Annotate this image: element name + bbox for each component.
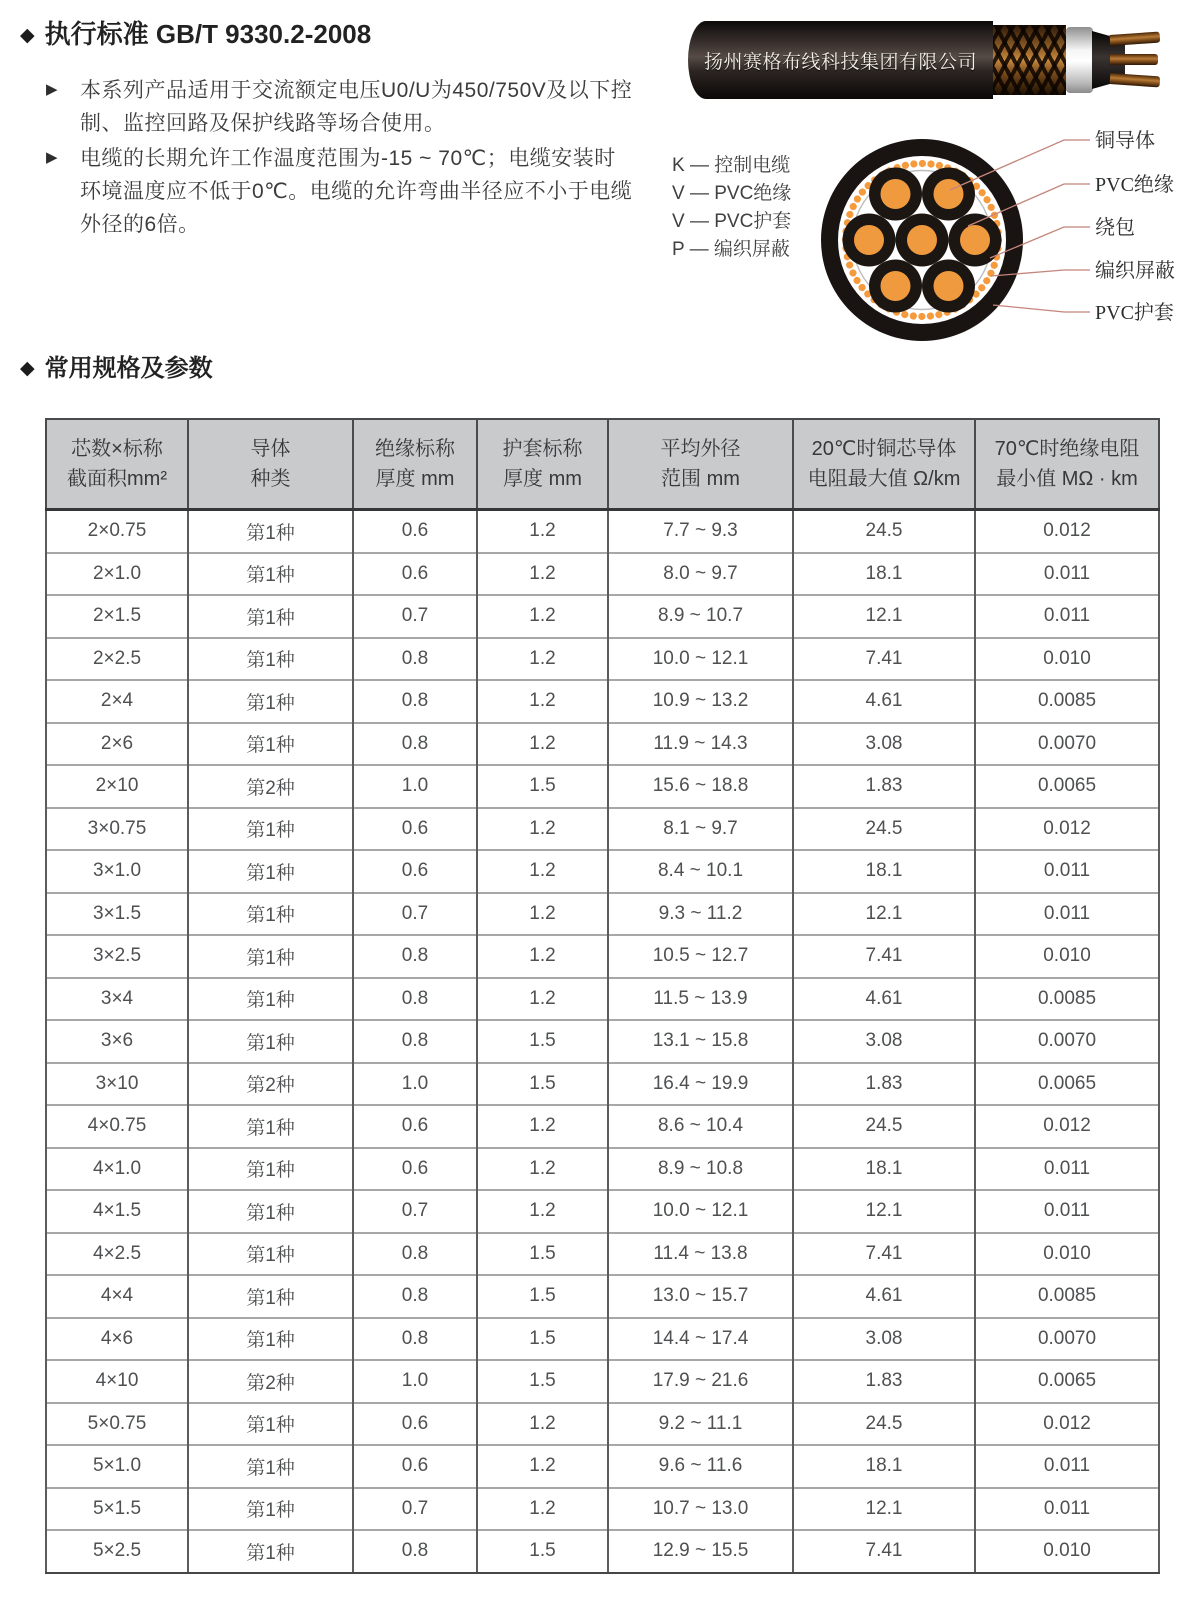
cell-sheath-thickness: 1.2 bbox=[477, 680, 608, 723]
cell-od-range: 9.3 ~ 11.2 bbox=[608, 893, 793, 936]
cell-max-conductor-resistance: 24.5 bbox=[793, 1105, 975, 1148]
cell-conductor-class: 第1种 bbox=[188, 1148, 353, 1191]
cell-max-conductor-resistance: 4.61 bbox=[793, 680, 975, 723]
cell-conductor-class: 第1种 bbox=[188, 1445, 353, 1488]
cell-sheath-thickness: 1.5 bbox=[477, 1233, 608, 1276]
cell-conductor-class: 第2种 bbox=[188, 1360, 353, 1403]
cell-max-conductor-resistance: 3.08 bbox=[793, 1318, 975, 1361]
table-row bbox=[46, 765, 1159, 808]
cell-sheath-thickness: 1.2 bbox=[477, 978, 608, 1021]
legend-item-k: K — 控制电缆 bbox=[672, 155, 791, 176]
cell-max-conductor-resistance: 3.08 bbox=[793, 1020, 975, 1063]
cell-conductor-class: 第1种 bbox=[188, 1190, 353, 1233]
cell-max-conductor-resistance: 4.61 bbox=[793, 1275, 975, 1318]
cell-conductor-class: 第1种 bbox=[188, 638, 353, 681]
cell-conductor-class: 第1种 bbox=[188, 1105, 353, 1148]
table-row bbox=[46, 510, 1159, 553]
cell-od-range: 10.9 ~ 13.2 bbox=[608, 680, 793, 723]
cell-core-spec: 4×10 bbox=[46, 1360, 188, 1403]
cell-sheath-thickness: 1.2 bbox=[477, 1148, 608, 1191]
cell-max-conductor-resistance: 18.1 bbox=[793, 1445, 975, 1488]
cell-od-range: 13.1 ~ 15.8 bbox=[608, 1020, 793, 1063]
cell-core-spec: 5×1.0 bbox=[46, 1445, 188, 1488]
table-row bbox=[46, 850, 1159, 893]
table-row bbox=[46, 723, 1159, 766]
cell-max-conductor-resistance: 18.1 bbox=[793, 850, 975, 893]
cell-max-conductor-resistance: 1.83 bbox=[793, 1360, 975, 1403]
cell-sheath-thickness: 1.2 bbox=[477, 935, 608, 978]
specs-section-title-row bbox=[20, 348, 213, 383]
table-row bbox=[46, 638, 1159, 681]
cell-core-spec: 3×10 bbox=[46, 1063, 188, 1106]
cell-conductor-class: 第2种 bbox=[188, 765, 353, 808]
col-header-conductor-class: 导体 种类 bbox=[188, 419, 353, 510]
standard-title-row bbox=[20, 14, 371, 51]
cable-outer-jacket bbox=[688, 21, 993, 99]
cell-conductor-class: 第1种 bbox=[188, 1488, 353, 1531]
cell-sheath-thickness: 1.2 bbox=[477, 1488, 608, 1531]
cell-insulation-thickness: 0.8 bbox=[353, 680, 477, 723]
cell-od-range: 11.4 ~ 13.8 bbox=[608, 1233, 793, 1276]
cell-od-range: 8.1 ~ 9.7 bbox=[608, 808, 793, 851]
cell-sheath-thickness: 1.5 bbox=[477, 1318, 608, 1361]
cell-max-conductor-resistance: 3.08 bbox=[793, 723, 975, 766]
cell-min-insulation-resistance: 0.011 bbox=[975, 553, 1159, 596]
label-pvc-insulation: PVC绝缘 bbox=[1095, 174, 1174, 196]
cell-insulation-thickness: 1.0 bbox=[353, 1360, 477, 1403]
cell-conductor-class: 第1种 bbox=[188, 1020, 353, 1063]
table-row bbox=[46, 1318, 1159, 1361]
cell-core-spec: 3×0.75 bbox=[46, 808, 188, 851]
cell-conductor-class: 第1种 bbox=[188, 1403, 353, 1446]
cell-od-range: 14.4 ~ 17.4 bbox=[608, 1318, 793, 1361]
cell-core-spec: 2×10 bbox=[46, 765, 188, 808]
legend-item-v1: V — PVC绝缘 bbox=[672, 183, 792, 204]
cell-min-insulation-resistance: 0.012 bbox=[975, 510, 1159, 553]
cell-conductor-class: 第1种 bbox=[188, 723, 353, 766]
conductor-copper bbox=[960, 225, 990, 255]
specs-table-body bbox=[46, 510, 1159, 1573]
diamond-bullet-icon: ◆ bbox=[20, 25, 35, 46]
label-wrap: 绕包 bbox=[1095, 217, 1135, 239]
diamond-bullet-icon: ◆ bbox=[20, 358, 35, 379]
cell-insulation-thickness: 0.6 bbox=[353, 1105, 477, 1148]
cell-sheath-thickness: 1.2 bbox=[477, 1403, 608, 1446]
cell-min-insulation-resistance: 0.0070 bbox=[975, 1020, 1159, 1063]
cell-conductor-class: 第1种 bbox=[188, 1318, 353, 1361]
cell-insulation-thickness: 0.6 bbox=[353, 850, 477, 893]
table-row bbox=[46, 1190, 1159, 1233]
cell-sheath-thickness: 1.5 bbox=[477, 1020, 608, 1063]
cell-insulation-thickness: 0.8 bbox=[353, 723, 477, 766]
col-header-max-conductor-resistance: 20℃时铜芯导体 电阻最大值 Ω/km bbox=[793, 419, 975, 510]
cell-conductor-class: 第1种 bbox=[188, 935, 353, 978]
cell-core-spec: 4×0.75 bbox=[46, 1105, 188, 1148]
cell-min-insulation-resistance: 0.011 bbox=[975, 1148, 1159, 1191]
cell-core-spec: 2×1.5 bbox=[46, 595, 188, 638]
cell-sheath-thickness: 1.5 bbox=[477, 1360, 608, 1403]
cell-min-insulation-resistance: 0.0065 bbox=[975, 765, 1159, 808]
cell-insulation-thickness: 0.8 bbox=[353, 638, 477, 681]
specs-table-header bbox=[46, 419, 1159, 510]
cell-insulation-thickness: 0.6 bbox=[353, 1403, 477, 1446]
cell-sheath-thickness: 1.2 bbox=[477, 1105, 608, 1148]
cell-core-spec: 2×0.75 bbox=[46, 510, 188, 553]
col-header-min-insulation-resistance: 70℃时绝缘电阻 最小值 MΩ · km bbox=[975, 419, 1159, 510]
cell-min-insulation-resistance: 0.0070 bbox=[975, 723, 1159, 766]
table-row bbox=[46, 1403, 1159, 1446]
cell-od-range: 8.9 ~ 10.8 bbox=[608, 1148, 793, 1191]
cell-max-conductor-resistance: 7.41 bbox=[793, 1233, 975, 1276]
cell-sheath-thickness: 1.2 bbox=[477, 893, 608, 936]
cell-od-range: 11.9 ~ 14.3 bbox=[608, 723, 793, 766]
cell-min-insulation-resistance: 0.012 bbox=[975, 808, 1159, 851]
col-header-sheath-thickness: 护套标称 厚度 mm bbox=[477, 419, 608, 510]
cell-max-conductor-resistance: 12.1 bbox=[793, 893, 975, 936]
cell-od-range: 17.9 ~ 21.6 bbox=[608, 1360, 793, 1403]
cell-od-range: 10.0 ~ 12.1 bbox=[608, 1190, 793, 1233]
legend-item-p: P — 编织屏蔽 bbox=[672, 239, 790, 260]
standard-title: 执行标准 GB/T 9330.2-2008 bbox=[44, 19, 372, 49]
cell-core-spec: 3×4 bbox=[46, 978, 188, 1021]
cell-conductor-class: 第1种 bbox=[188, 1530, 353, 1573]
table-row bbox=[46, 1275, 1159, 1318]
conductor-copper bbox=[934, 179, 964, 209]
cell-od-range: 7.7 ~ 9.3 bbox=[608, 510, 793, 553]
table-row bbox=[46, 595, 1159, 638]
cell-insulation-thickness: 0.8 bbox=[353, 1020, 477, 1063]
conductor-copper bbox=[881, 179, 911, 209]
cell-insulation-thickness: 0.7 bbox=[353, 1190, 477, 1233]
cell-sheath-thickness: 1.2 bbox=[477, 723, 608, 766]
cell-min-insulation-resistance: 0.010 bbox=[975, 638, 1159, 681]
cell-conductor-class: 第1种 bbox=[188, 1233, 353, 1276]
cell-core-spec: 3×6 bbox=[46, 1020, 188, 1063]
cell-min-insulation-resistance: 0.011 bbox=[975, 850, 1159, 893]
table-row bbox=[46, 680, 1159, 723]
cell-min-insulation-resistance: 0.0065 bbox=[975, 1063, 1159, 1106]
copper-conductor-rod bbox=[1110, 54, 1158, 65]
cell-conductor-class: 第1种 bbox=[188, 553, 353, 596]
cell-sheath-thickness: 1.2 bbox=[477, 808, 608, 851]
intro-bullet-text-1: 本系列产品适用于交流额定电压U0/U为450/750V及以下控制、监控回路及保护线路等场合使用。 bbox=[80, 79, 633, 135]
table-row bbox=[46, 1530, 1159, 1573]
cell-insulation-thickness: 0.8 bbox=[353, 1233, 477, 1276]
specs-table bbox=[45, 418, 1160, 1574]
cell-core-spec: 4×2.5 bbox=[46, 1233, 188, 1276]
table-row bbox=[46, 893, 1159, 936]
cell-sheath-thickness: 1.2 bbox=[477, 850, 608, 893]
col-header-od-range: 平均外径 范围 mm bbox=[608, 419, 793, 510]
col-header-insulation-thickness: 绝缘标称 厚度 mm bbox=[353, 419, 477, 510]
table-row bbox=[46, 978, 1159, 1021]
cell-insulation-thickness: 0.8 bbox=[353, 1275, 477, 1318]
cell-od-range: 9.2 ~ 11.1 bbox=[608, 1403, 793, 1446]
cell-insulation-thickness: 0.8 bbox=[353, 1530, 477, 1573]
cell-insulation-thickness: 0.7 bbox=[353, 1488, 477, 1531]
table-row bbox=[46, 1233, 1159, 1276]
cell-sheath-thickness: 1.5 bbox=[477, 1063, 608, 1106]
cell-max-conductor-resistance: 12.1 bbox=[793, 1488, 975, 1531]
cell-min-insulation-resistance: 0.010 bbox=[975, 1530, 1159, 1573]
cell-core-spec: 4×1.5 bbox=[46, 1190, 188, 1233]
cell-core-spec: 3×1.0 bbox=[46, 850, 188, 893]
cell-conductor-class: 第1种 bbox=[188, 510, 353, 553]
cell-insulation-thickness: 1.0 bbox=[353, 765, 477, 808]
cell-sheath-thickness: 1.2 bbox=[477, 1445, 608, 1488]
cell-insulation-thickness: 0.8 bbox=[353, 1318, 477, 1361]
cable-brand-text: 扬州赛格布线科技集团有限公司 bbox=[703, 51, 977, 73]
table-row bbox=[46, 1445, 1159, 1488]
cell-sheath-thickness: 1.2 bbox=[477, 553, 608, 596]
cell-min-insulation-resistance: 0.010 bbox=[975, 935, 1159, 978]
copper-conductor-rod bbox=[1110, 32, 1161, 46]
cell-od-range: 16.4 ~ 19.9 bbox=[608, 1063, 793, 1106]
cell-max-conductor-resistance: 12.1 bbox=[793, 595, 975, 638]
triangle-bullet-icon: ▶ bbox=[46, 149, 58, 166]
cell-od-range: 10.0 ~ 12.1 bbox=[608, 638, 793, 681]
table-row bbox=[46, 935, 1159, 978]
cell-insulation-thickness: 0.7 bbox=[353, 595, 477, 638]
cell-conductor-class: 第1种 bbox=[188, 978, 353, 1021]
cell-max-conductor-resistance: 12.1 bbox=[793, 1190, 975, 1233]
table-row bbox=[46, 1063, 1159, 1106]
intro-section bbox=[46, 74, 634, 243]
specs-section-title: 常用规格及参数 bbox=[44, 355, 213, 382]
cell-insulation-thickness: 0.6 bbox=[353, 1148, 477, 1191]
cell-max-conductor-resistance: 24.5 bbox=[793, 1403, 975, 1446]
table-row bbox=[46, 1105, 1159, 1148]
cell-max-conductor-resistance: 1.83 bbox=[793, 765, 975, 808]
cell-conductor-class: 第1种 bbox=[188, 893, 353, 936]
cell-core-spec: 3×2.5 bbox=[46, 935, 188, 978]
conductor-copper bbox=[907, 225, 937, 255]
cell-min-insulation-resistance: 0.012 bbox=[975, 1105, 1159, 1148]
cell-insulation-thickness: 0.6 bbox=[353, 510, 477, 553]
cell-insulation-thickness: 0.6 bbox=[353, 808, 477, 851]
cell-od-range: 8.6 ~ 10.4 bbox=[608, 1105, 793, 1148]
cell-min-insulation-resistance: 0.010 bbox=[975, 1233, 1159, 1276]
cell-sheath-thickness: 1.2 bbox=[477, 510, 608, 553]
intro-bullet-row bbox=[46, 74, 634, 140]
cell-core-spec: 5×1.5 bbox=[46, 1488, 188, 1531]
cable-white-wrap bbox=[1066, 27, 1093, 93]
cell-max-conductor-resistance: 24.5 bbox=[793, 510, 975, 553]
cable-photo bbox=[685, 18, 1165, 106]
leader-line bbox=[993, 305, 1090, 312]
cell-insulation-thickness: 0.6 bbox=[353, 553, 477, 596]
cell-core-spec: 2×1.0 bbox=[46, 553, 188, 596]
cell-max-conductor-resistance: 18.1 bbox=[793, 553, 975, 596]
conductor-copper bbox=[934, 271, 964, 301]
cell-od-range: 12.9 ~ 15.5 bbox=[608, 1530, 793, 1573]
cell-min-insulation-resistance: 0.012 bbox=[975, 1403, 1159, 1446]
intro-bullet-text-2: 电缆的长期允许工作温度范围为-15 ~ 70℃；电缆安装时环境温度应不低于0℃。电缆的允许弯曲半径应不小于电缆外径的6倍。 bbox=[80, 147, 633, 236]
cell-conductor-class: 第1种 bbox=[188, 680, 353, 723]
cell-min-insulation-resistance: 0.0085 bbox=[975, 978, 1159, 1021]
cell-max-conductor-resistance: 7.41 bbox=[793, 1530, 975, 1573]
cell-core-spec: 5×2.5 bbox=[46, 1530, 188, 1573]
cell-core-spec: 4×6 bbox=[46, 1318, 188, 1361]
cell-min-insulation-resistance: 0.011 bbox=[975, 1488, 1159, 1531]
cell-od-range: 8.0 ~ 9.7 bbox=[608, 553, 793, 596]
intro-bullet-row bbox=[46, 142, 634, 241]
cell-min-insulation-resistance: 0.011 bbox=[975, 893, 1159, 936]
cell-sheath-thickness: 1.2 bbox=[477, 595, 608, 638]
cell-conductor-class: 第2种 bbox=[188, 1063, 353, 1106]
cell-conductor-class: 第1种 bbox=[188, 1275, 353, 1318]
cell-min-insulation-resistance: 0.0085 bbox=[975, 680, 1159, 723]
cell-core-spec: 2×2.5 bbox=[46, 638, 188, 681]
triangle-bullet-icon: ▶ bbox=[46, 81, 58, 98]
conductor-copper bbox=[881, 271, 911, 301]
legend-item-v2: V — PVC护套 bbox=[672, 211, 792, 232]
cell-max-conductor-resistance: 4.61 bbox=[793, 978, 975, 1021]
table-row bbox=[46, 808, 1159, 851]
cell-min-insulation-resistance: 0.011 bbox=[975, 1190, 1159, 1233]
label-braided-shield: 编织屏蔽 bbox=[1095, 260, 1175, 282]
cell-max-conductor-resistance: 18.1 bbox=[793, 1148, 975, 1191]
cell-max-conductor-resistance: 1.83 bbox=[793, 1063, 975, 1106]
cell-od-range: 13.0 ~ 15.7 bbox=[608, 1275, 793, 1318]
cell-od-range: 15.6 ~ 18.8 bbox=[608, 765, 793, 808]
cell-od-range: 10.7 ~ 13.0 bbox=[608, 1488, 793, 1531]
cable-braid-shield bbox=[993, 25, 1066, 95]
cable-cross-section-diagram bbox=[660, 106, 1200, 348]
copper-conductor-rod bbox=[1110, 73, 1161, 87]
cell-conductor-class: 第1种 bbox=[188, 850, 353, 893]
cell-od-range: 10.5 ~ 12.7 bbox=[608, 935, 793, 978]
cell-max-conductor-resistance: 24.5 bbox=[793, 808, 975, 851]
col-header-core-spec: 芯数×标称 截面积mm² bbox=[46, 419, 188, 510]
cell-sheath-thickness: 1.5 bbox=[477, 1530, 608, 1573]
cell-conductor-class: 第1种 bbox=[188, 808, 353, 851]
cell-insulation-thickness: 0.8 bbox=[353, 935, 477, 978]
cell-od-range: 9.6 ~ 11.6 bbox=[608, 1445, 793, 1488]
label-pvc-sheath: PVC护套 bbox=[1095, 302, 1174, 324]
cell-core-spec: 2×6 bbox=[46, 723, 188, 766]
cell-od-range: 8.4 ~ 10.1 bbox=[608, 850, 793, 893]
table-row bbox=[46, 1360, 1159, 1403]
table-row bbox=[46, 1020, 1159, 1063]
cell-core-spec: 4×1.0 bbox=[46, 1148, 188, 1191]
cell-min-insulation-resistance: 0.0070 bbox=[975, 1318, 1159, 1361]
table-row bbox=[46, 553, 1159, 596]
cell-core-spec: 4×4 bbox=[46, 1275, 188, 1318]
label-copper-conductor: 铜导体 bbox=[1095, 130, 1155, 152]
cell-sheath-thickness: 1.2 bbox=[477, 1190, 608, 1233]
cell-min-insulation-resistance: 0.0085 bbox=[975, 1275, 1159, 1318]
cell-core-spec: 3×1.5 bbox=[46, 893, 188, 936]
cell-min-insulation-resistance: 0.011 bbox=[975, 595, 1159, 638]
cell-max-conductor-resistance: 7.41 bbox=[793, 935, 975, 978]
cell-sheath-thickness: 1.5 bbox=[477, 1275, 608, 1318]
cell-od-range: 11.5 ~ 13.9 bbox=[608, 978, 793, 1021]
table-row bbox=[46, 1148, 1159, 1191]
cell-insulation-thickness: 0.6 bbox=[353, 1445, 477, 1488]
cell-min-insulation-resistance: 0.0065 bbox=[975, 1360, 1159, 1403]
cell-core-spec: 2×4 bbox=[46, 680, 188, 723]
table-row bbox=[46, 1488, 1159, 1531]
cell-insulation-thickness: 0.8 bbox=[353, 978, 477, 1021]
cell-insulation-thickness: 1.0 bbox=[353, 1063, 477, 1106]
cell-min-insulation-resistance: 0.011 bbox=[975, 1445, 1159, 1488]
cell-conductor-class: 第1种 bbox=[188, 595, 353, 638]
cell-sheath-thickness: 1.2 bbox=[477, 638, 608, 681]
cell-core-spec: 5×0.75 bbox=[46, 1403, 188, 1446]
cell-insulation-thickness: 0.7 bbox=[353, 893, 477, 936]
cell-sheath-thickness: 1.5 bbox=[477, 765, 608, 808]
cell-od-range: 8.9 ~ 10.7 bbox=[608, 595, 793, 638]
conductor-copper bbox=[854, 225, 884, 255]
cell-max-conductor-resistance: 7.41 bbox=[793, 638, 975, 681]
